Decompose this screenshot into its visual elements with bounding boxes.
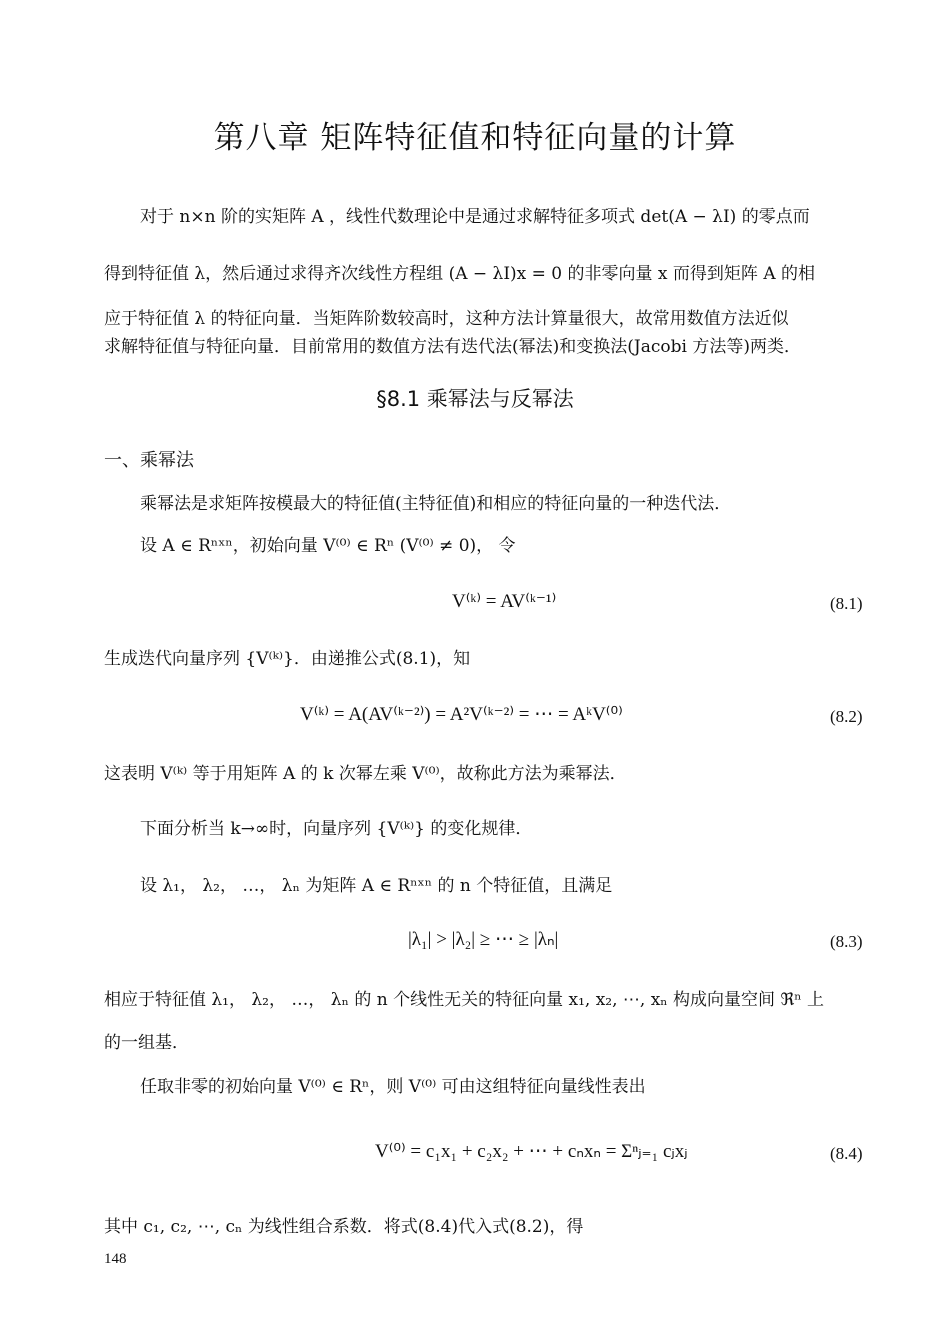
paragraph-sequence: 生成迭代向量序列 {V⁽ᵏ⁾}．由递推公式(8.1)，知	[104, 649, 471, 669]
page-number: 148	[104, 1251, 127, 1267]
intro-line-3: 应于特征值 λ 的特征向量．当矩阵阶数较高时，这种方法计算量很大，故常用数值方法近似	[104, 309, 789, 329]
intro-line-1: 对于 n×n 阶的实矩阵 A ，线性代数理论中是通过求解特征多项式 det(A − λI) 的零点而	[140, 207, 810, 227]
subsection-title: 一、乘幂法	[104, 450, 194, 471]
paragraph-basis: 的一组基．	[104, 1033, 189, 1053]
section-title: §8.1 乘幂法与反幂法	[376, 387, 574, 411]
paragraph-power-method-name: 这表明 V⁽ᵏ⁾ 等于用矩阵 A 的 k 次幂左乘 V⁽⁰⁾，故称此方法为乘幂法．	[104, 764, 627, 784]
paragraph-eigenvalues: 设 λ₁， λ₂， …， λₙ 为矩阵 A ∈ Rⁿˣⁿ 的 n 个特征值，且满足	[140, 876, 613, 896]
equation-number-8-1: (8.1)	[830, 594, 863, 613]
equation-8-1: V⁽ᵏ⁾ = AV⁽ᵏ⁻¹⁾	[452, 591, 557, 612]
intro-line-2: 得到特征值 λ，然后通过求得齐次线性方程组 (A − λI)x = 0 的非零向量 x 而得到矩阵 A 的相	[104, 264, 816, 284]
paragraph-initial-expansion: 任取非零的初始向量 V⁽⁰⁾ ∈ Rⁿ，则 V⁽⁰⁾ 可由这组特征向量线性表出	[140, 1077, 646, 1097]
equation-number-8-4: (8.4)	[830, 1144, 863, 1163]
paragraph-coefficients: 其中 c₁, c₂, ⋯, cₙ 为线性组合系数．将式(8.4)代入式(8.2)，得	[104, 1217, 584, 1237]
paragraph-power-method-def: 乘幂法是求矩阵按模最大的特征值(主特征值)和相应的特征向量的一种迭代法．	[140, 494, 732, 514]
paragraph-eigenvectors: 相应于特征值 λ₁， λ₂， …， λₙ 的 n 个线性无关的特征向量 x₁, x₂, ⋯, xₙ 构成向量空间 ℜⁿ 上	[104, 990, 825, 1010]
equation-number-8-2: (8.2)	[830, 707, 863, 726]
paragraph-convergence-analysis: 下面分析当 k→∞时，向量序列 {V⁽ᵏ⁾} 的变化规律．	[140, 819, 533, 839]
intro-line-4: 求解特征值与特征向量．目前常用的数值方法有迭代法(幂法)和变换法(Jacobi 方法等)两类．	[104, 337, 801, 357]
equation-8-3: |λ₁| > |λ₂| ≥ ⋯ ≥ |λₙ|	[408, 929, 559, 950]
equation-8-2: V⁽ᵏ⁾ = A(AV⁽ᵏ⁻²⁾) = A²V⁽ᵏ⁻²⁾ = ⋯ = AᵏV⁽⁰⁾	[300, 704, 623, 725]
paragraph-initial-vector: 设 A ∈ Rⁿˣⁿ，初始向量 V⁽⁰⁾ ∈ Rⁿ (V⁽⁰⁾ ≠ 0)， 令	[140, 536, 516, 556]
equation-8-4: V⁽⁰⁾ = c₁x₁ + c₂x₂ + ⋯ + cₙxₙ = Σⁿⱼ₌₁ cⱼxⱼ	[375, 1141, 688, 1162]
equation-number-8-3: (8.3)	[830, 932, 863, 951]
chapter-title: 第八章 矩阵特征值和特征向量的计算	[213, 120, 737, 156]
